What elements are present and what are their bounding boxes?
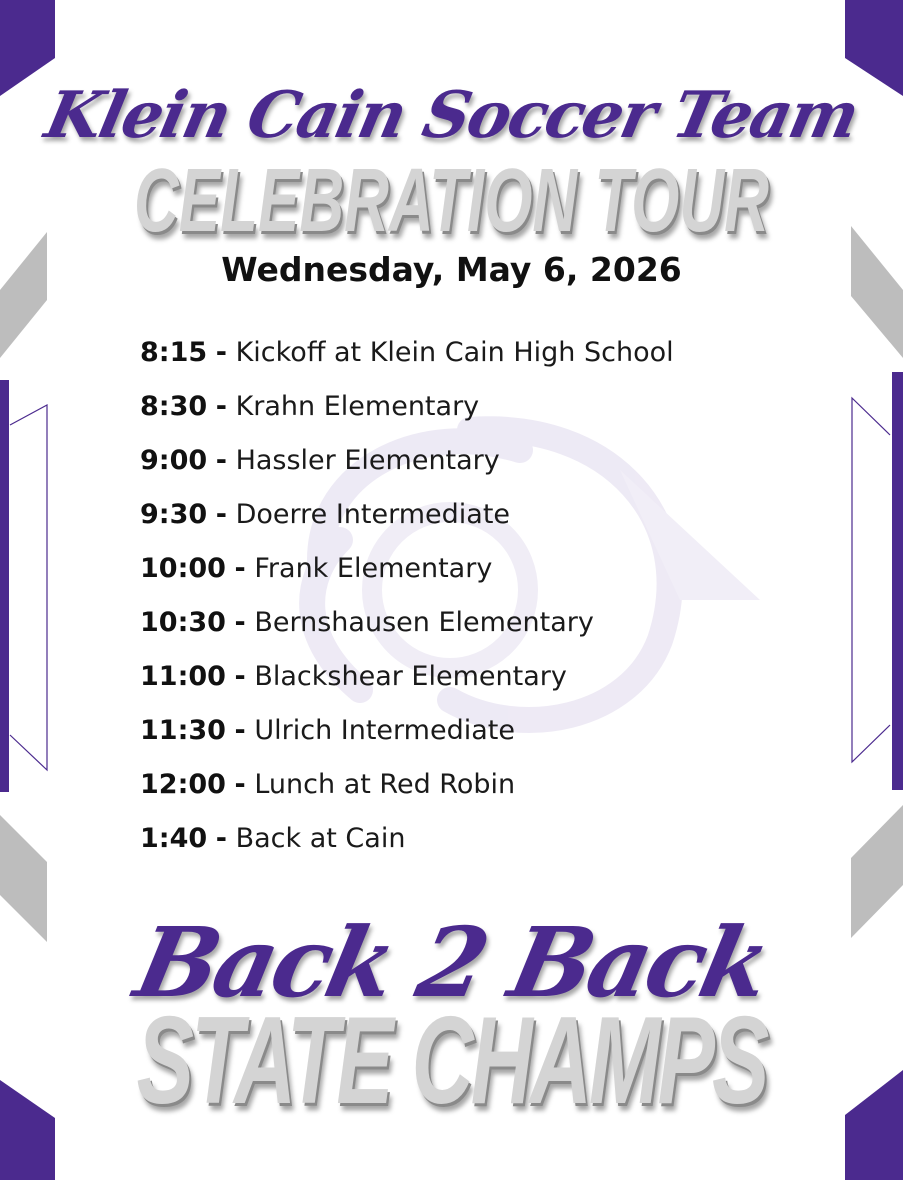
schedule-separator: - [215, 499, 227, 530]
schedule-item [140, 442, 674, 496]
schedule-item [140, 388, 674, 442]
schedule-separator: - [215, 391, 227, 422]
schedule-separator: - [215, 445, 227, 476]
schedule-place: Doerre Intermediate [235, 499, 511, 530]
schedule-separator: - [234, 715, 246, 746]
schedule-time: 9:30 [140, 499, 208, 530]
schedule-place: Krahn Elementary [235, 391, 480, 422]
schedule-separator: - [234, 553, 246, 584]
schedule-list [140, 334, 674, 874]
team-script-title: Klein Cain Soccer Team [38, 78, 865, 153]
schedule-time: 10:00 [140, 553, 226, 584]
schedule-item [140, 604, 674, 658]
schedule-time: 9:00 [140, 445, 208, 476]
schedule-place: Frank Elementary [254, 553, 493, 584]
schedule-place: Ulrich Intermediate [254, 715, 515, 746]
schedule-place: Kickoff at Klein Cain High School [235, 337, 674, 368]
schedule-time: 11:30 [140, 715, 226, 746]
back-2-back-script-title: Back 2 Back [126, 906, 777, 1019]
schedule-place: Blackshear Elementary [254, 661, 567, 692]
schedule-separator: - [215, 823, 227, 854]
schedule-time: 12:00 [140, 769, 226, 800]
state-champs-title: STATE CHAMPS [136, 991, 767, 1131]
schedule-place: Lunch at Red Robin [254, 769, 516, 800]
schedule-item [140, 712, 674, 766]
schedule-separator: - [234, 607, 246, 638]
schedule-separator: - [215, 337, 227, 368]
schedule-time: 8:15 [140, 337, 208, 368]
schedule-item [140, 550, 674, 604]
schedule-time: 1:40 [140, 823, 208, 854]
schedule-item [140, 766, 674, 820]
celebration-tour-title: CELEBRATION TOUR [134, 151, 769, 252]
schedule-item [140, 658, 674, 712]
schedule-item [140, 496, 674, 550]
schedule-time: 10:30 [140, 607, 226, 638]
schedule-place: Bernshausen Elementary [254, 607, 594, 638]
schedule-separator: - [234, 661, 246, 692]
schedule-place: Back at Cain [235, 823, 406, 854]
schedule-item [140, 334, 674, 388]
schedule-item [140, 820, 674, 874]
event-date: Wednesday, May 6, 2026 [221, 250, 682, 289]
schedule-separator: - [234, 769, 246, 800]
schedule-time: 11:00 [140, 661, 226, 692]
schedule-place: Hassler Elementary [235, 445, 500, 476]
schedule-time: 8:30 [140, 391, 208, 422]
